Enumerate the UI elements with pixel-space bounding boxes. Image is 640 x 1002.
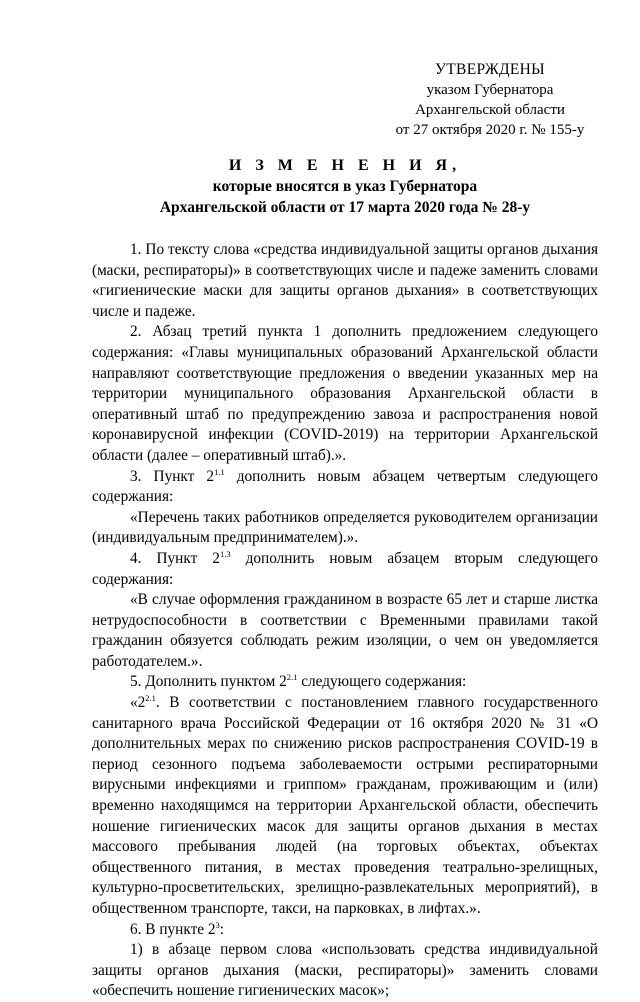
- document-body: [92, 240, 598, 1002]
- paragraph-text: 6. В пункте 2: [130, 920, 216, 938]
- paragraph-6-subitem: 1) в абзаце первом слова «использовать средства индивидуальной защиты органов дыхания (маски, респираторы)» заменить словами «обеспечить ношение гигиенических масок»;: [92, 941, 598, 1000]
- paragraph-2: 2. Абзац третий пункта 1 дополнить предложением следующего содержания: «Главы муниципальных образований Архангельской области направляют соответствующие предложения о введении указанных мер на территории муниципального образования Архангельской области в оперативный штаб по предупреждению завоза и распространения новой коронавирусной инфекции (COVID-2019) на территории Архангельской области (далее – оперативный штаб).».: [92, 323, 598, 464]
- paragraph-4-quote: «В случае оформления гражданином в возрасте 65 лет и старше листка нетрудоспособности в соответствии с Временными правилами такой гражданин обязуется соблюдать режим изоляции, о чем он уведомляется работодателем.».: [92, 591, 598, 670]
- paragraph-text: следующего содержания:: [297, 673, 467, 691]
- paragraph-text: 4. Пункт 2: [130, 549, 220, 567]
- superscript: 1.3: [219, 548, 231, 559]
- paragraph-text: «2: [130, 694, 146, 712]
- paragraph-text: дополнить новым абзацем четвертым следующего содержания:: [92, 467, 598, 506]
- paragraph-4: [92, 549, 598, 590]
- paragraph-3-quote: «Перечень таких работников определяется руководителем организации (индивидуальным предпринимателем).».: [92, 508, 598, 547]
- paragraph-text: 3. Пункт 2: [130, 467, 215, 485]
- title-heading: И З М Е Н Е Н И Я,: [228, 157, 462, 174]
- paragraph-text: :: [219, 920, 225, 938]
- document-title: [60, 155, 630, 218]
- title-subheading: которые вносятся в указ Губернатора: [212, 178, 478, 195]
- superscript: 2.1: [145, 693, 156, 704]
- paragraph-3: [92, 467, 598, 508]
- paragraph-5: [92, 672, 598, 693]
- paragraph-6: [92, 920, 598, 941]
- paragraph-1: 1. По тексту слова «средства индивидуальной защиты органов дыхания (маски, респираторы)» в соответствующих числе и падеже заменить словами «гигиенические маски для защиты органов дыхания» в соответствующих числе и падеже.: [92, 241, 598, 320]
- paragraph-text: 5. Дополнить пунктом 2: [130, 673, 287, 691]
- approval-stamp: [380, 60, 600, 140]
- superscript: 1.1: [214, 466, 225, 477]
- paragraph-5-quote: [92, 693, 598, 920]
- superscript: 3: [215, 919, 220, 930]
- paragraph-text: . В соответствии с постановлением главного государственного санитарного врача Российской Федерации от 16 октября 2020 № 31 «О дополнительных мерах по снижению рисков распространения COVID-19 в период сезонного подъема заболеваемости острыми респираторными вирусными инфекциями и гриппом» гражданам, проживающим и (или) временно находящимся на территории Архангельской области, обеспечить ношение гигиенических масок для защиты органов дыхания в местах массового пребывания людей (на торговых объектах, объектах общественного питания, в местах проведения театрально-зрелищных, культурно-просветительских, зрелищно-развлекательных мероприятий), в общественном транспорте, такси, на парковках, в лифтах.».: [92, 694, 598, 917]
- approval-line: указом Губернатора: [426, 82, 554, 98]
- paragraph-text: дополнить новым абзацем вторым следующего содержания:: [92, 549, 598, 588]
- superscript: 2.1: [286, 672, 298, 683]
- approval-heading: УТВЕРЖДЕНЫ: [435, 61, 545, 78]
- title-subheading: Архангельской области от 17 марта 2020 года № 28-у: [159, 199, 531, 216]
- approval-date: от 27 октября 2020 г. № 155-у: [395, 122, 585, 138]
- approval-line: Архангельской области: [415, 102, 565, 118]
